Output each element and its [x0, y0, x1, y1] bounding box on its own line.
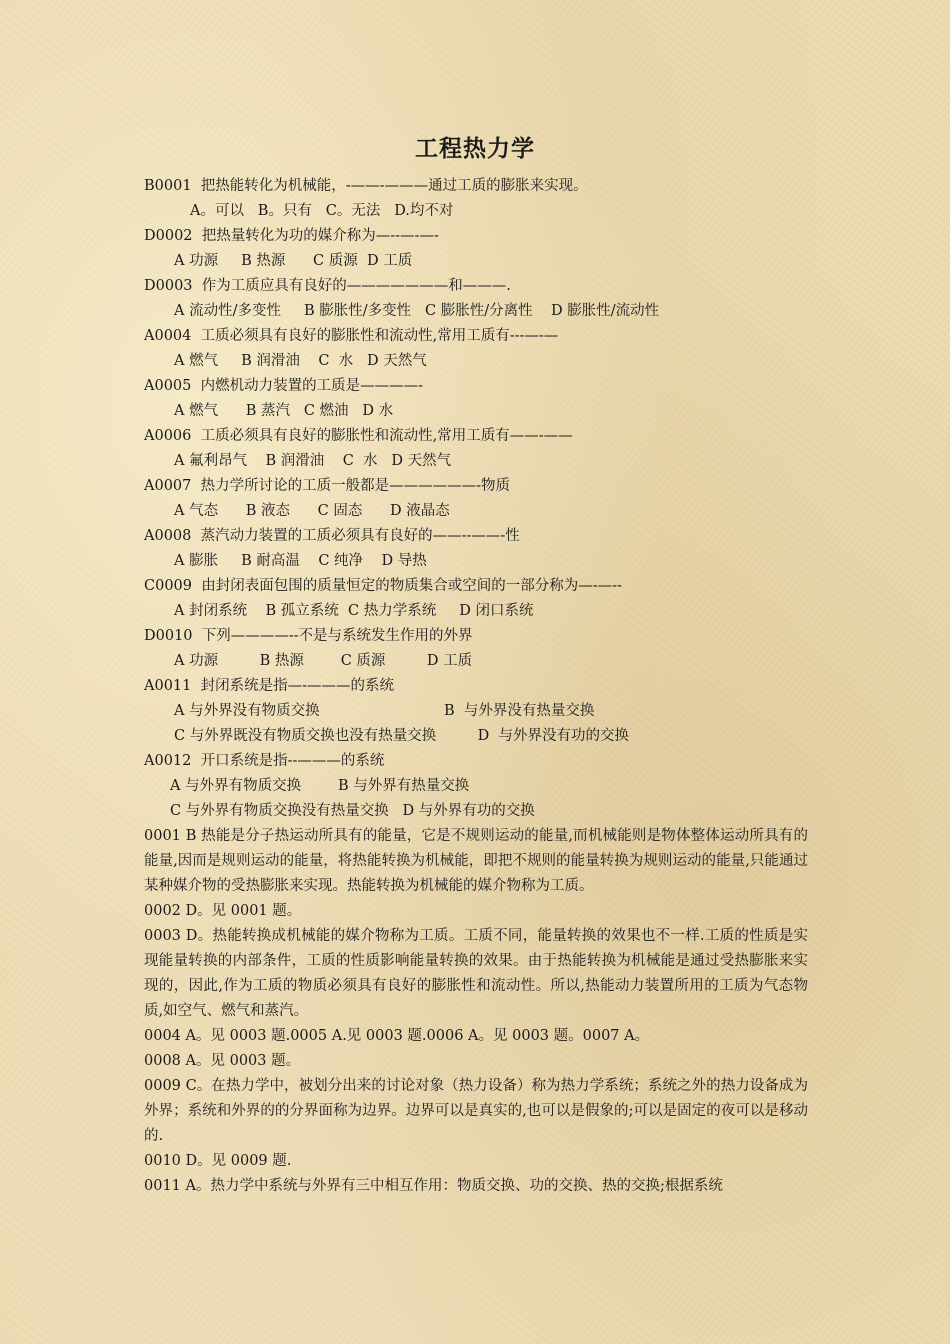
option-line: A 封闭系统 B 孤立系统 C 热力学系统 D 闭口系统	[174, 603, 534, 619]
answer-paragraph: 0009 C。在热力学中，被划分出来的讨论对象（热力设备）称为热力学系统；系统之外的热力设备成为外界；系统和外界的的分界面称为边界。边界可以是真实的,也可以是假象的;可以是固定的夜可以是移动的.	[144, 1078, 808, 1144]
answer-paragraph: 0002 D。见 0001 题。	[144, 903, 302, 919]
answer-paragraph: 0008 A。见 0003 题。	[144, 1053, 301, 1069]
option-line: A 与外界有物质交换 B 与外界有热量交换	[170, 778, 470, 794]
question-line: C0009 由封闭表面包围的质量恒定的物质集合或空间的一部分称为—-—--	[144, 578, 622, 594]
question-list	[144, 174, 808, 824]
question-line: D0003 作为工质应具有良好的———————和———.	[144, 278, 511, 294]
question-line: B0001 把热能转化为机械能，-——-———通过工质的膨胀来实现。	[144, 178, 588, 194]
question-line: A0007 热力学所讨论的工质一般都是——————-物质	[144, 478, 510, 494]
question-line: A0012 开口系统是指--———的系统	[144, 753, 385, 769]
answer-paragraph: 0010 D。见 0009 题.	[144, 1153, 292, 1169]
answer-paragraph: 0004 A。见 0003 题.0005 A.见 0003 题.0006 A。见 0003 题。0007 A。	[144, 1028, 650, 1044]
document-title: 工程热力学	[415, 136, 535, 162]
option-line: A 流动性/多变性 B 膨胀性/多变性 C 膨胀性/分离性 D 膨胀性/流动性	[174, 303, 660, 319]
option-line: A 气态 B 液态 C 固态 D 液晶态	[174, 503, 450, 519]
option-line: A 燃气 B 蒸汽 C 燃油 D 水	[174, 403, 394, 419]
answer-paragraph: 0011 A。热力学中系统与外界有三中相互作用：物质交换、功的交换、热的交换;根据系统	[144, 1178, 723, 1194]
option-line: A 功源 B 热源 C 质源 D 工质	[174, 253, 413, 269]
option-line: C 与外界有物质交换没有热量交换 D 与外界有功的交换	[170, 803, 535, 819]
question-line: D0010 下列————--不是与系统发生作用的外界	[144, 628, 473, 644]
option-line: C 与外界既没有物质交换也没有热量交换 D 与外界没有功的交换	[174, 728, 630, 744]
answer-list	[144, 824, 808, 1199]
question-line: A0004 工质必须具有良好的膨胀性和流动性,常用工质有---—-—	[144, 328, 559, 344]
question-line: D0002 把热量转化为功的媒介称为—--—-—-	[144, 228, 439, 244]
answer-paragraph: 0003 D。热能转换成机械能的媒介物称为工质。工质不同，能量转换的效果也不一样.工质的性质是实现能量转换的内部条件，工质的性质影响能量转换的效果。由于热能转换为机械能是通过受热膨胀来实现的，因此,作为工质的物质必须具有良好的膨胀性和流动性。所以,热能动力装置所用的工质为气态物质,如空气、燃气和蒸汽。	[144, 928, 808, 1019]
question-line: A0005 内燃机动力装置的工质是————-	[144, 378, 423, 394]
document-body	[144, 174, 808, 1199]
option-line: A。可以 B。只有 C。无法 D.均不对	[190, 203, 454, 219]
option-line: A 氟利昂气 B 润滑油 C 水 D 天然气	[174, 453, 452, 469]
question-line: A0011 封闭系统是指—-———的系统	[144, 678, 394, 694]
question-line: A0006 工质必须具有良好的膨胀性和流动性,常用工质有——-——	[144, 428, 573, 444]
question-line: A0008 蒸汽动力装置的工质必须具有良好的——--——-性	[144, 528, 520, 544]
answer-paragraph: 0001 B 热能是分子热运动所具有的能量，它是不规则运动的能量,而机械能则是物体整体运动所具有的能量,因而是规则运动的能量，将热能转换为机械能，即把不规则的能量转换为规则运动的能量,只能通过某种媒介物的受热膨胀来实现。热能转换为机械能的媒介物称为工质。	[144, 828, 808, 894]
option-line: A 膨胀 B 耐高温 C 纯净 D 导热	[174, 553, 427, 569]
option-line: A 功源 B 热源 C 质源 D 工质	[174, 653, 473, 669]
option-line: A 燃气 B 润滑油 C 水 D 天然气	[174, 353, 427, 369]
option-line: A 与外界没有物质交换 B 与外界没有热量交换	[174, 703, 595, 719]
